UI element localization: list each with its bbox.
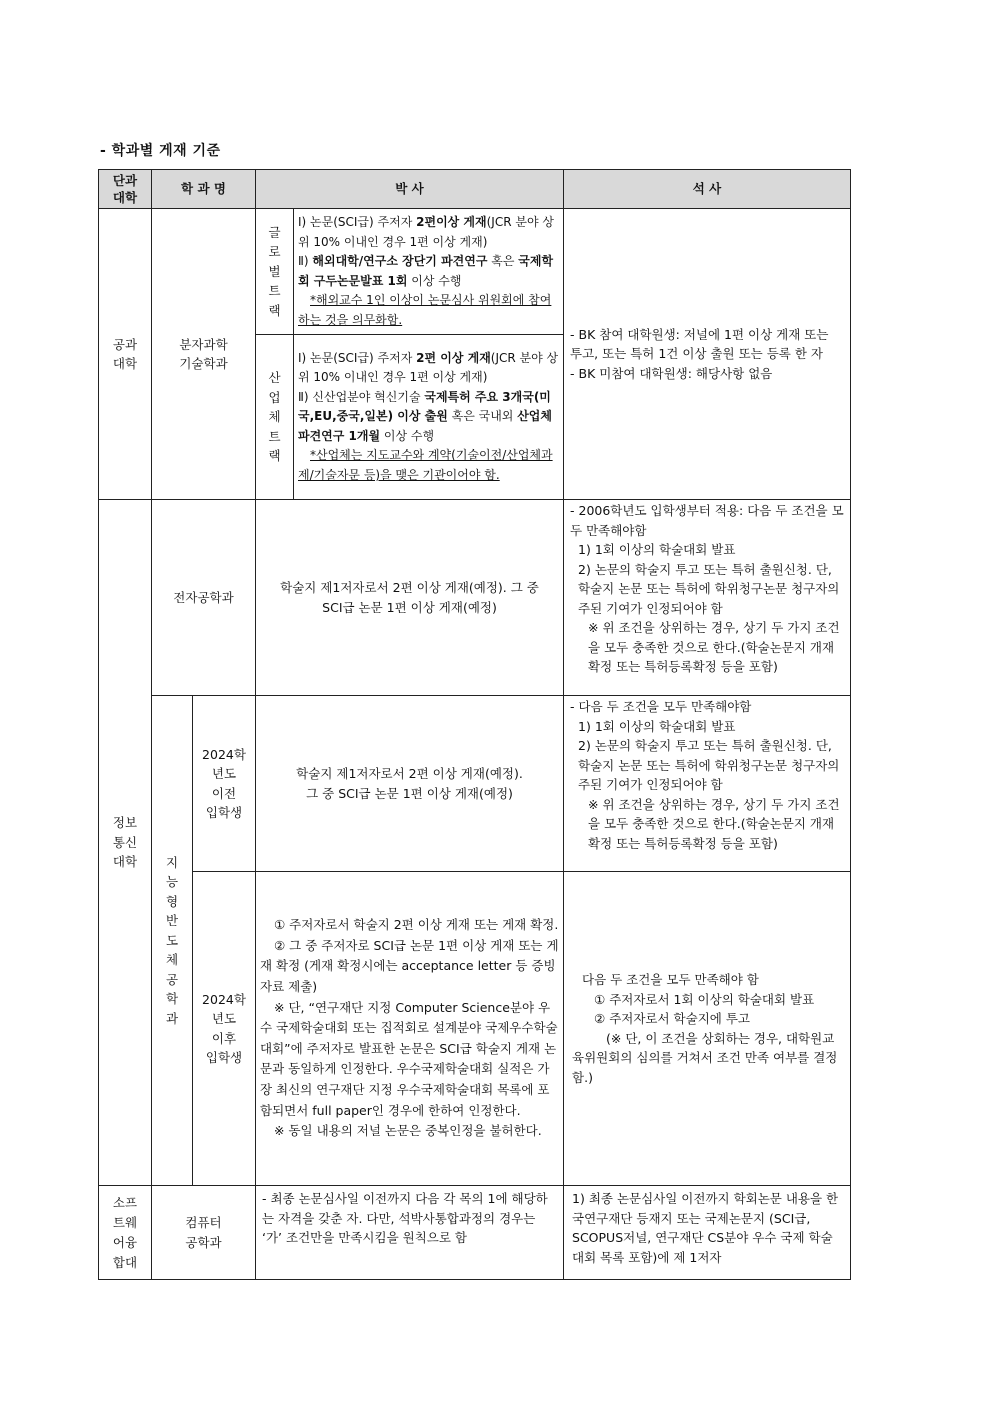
criteria-text: Ⅱ): [298, 254, 313, 268]
masters-cell: 1) 최종 논문심사일 이전까지 학회논문 내용을 한국연구재단 등재지 또는 국제논문지 (SCI급, SCOPUS저널, 연구재단 CS분야 우수 국제 학술대회 목록 포함)에 제 1저자: [564, 1186, 851, 1280]
masters-cell: [564, 500, 851, 696]
cohort-cell: 2024학 년도 이전 입학생: [193, 696, 256, 872]
criteria-emphasis: 2편 이상 게재: [416, 350, 491, 365]
criteria-note: ※ 위 조건을 상위하는 경우, 상기 두 가지 조건을 모두 충족한 것으로 한다.(학술논문지 개재확정 또는 특허등록확정 등을 포함): [588, 620, 840, 674]
criteria-text: ② 주저자로서 학술지에 투고: [594, 1011, 750, 1026]
criteria-emphasis: 해외대학/연구소 장단기 파견연구: [312, 254, 488, 268]
criteria-text: - 다음 두 조건을 모두 만족해야함: [570, 699, 752, 714]
criteria-text: 2) 논문의 학술지 투고 또는 특허 출원신청. 단, 학술지 논문 또는 특허에 학위청구논문 청구자의 주된 기여가 인정되어야 함: [578, 738, 840, 792]
criteria-text: 다음 두 조건을 모두 만족해야 함: [582, 972, 759, 987]
table-row: [99, 872, 851, 1186]
criteria-note: *해외교수 1인 이상이 논문심사 위원회에 참여하는 것을 의무화함.: [298, 293, 552, 327]
track-cell: 글 로 벌 트 랙: [256, 209, 294, 335]
phd-cell: - 최종 논문심사일 이전까지 다음 각 목의 1에 해당하는 자격을 갖춘 자. 다만, 석박사통합과정의 경우는 ‘가’ 조건만을 만족시킴을 원칙으로 함: [256, 1186, 564, 1280]
criteria-table: [98, 169, 851, 1280]
criteria-text: 1) 1회 이상의 학술대회 발표: [578, 542, 736, 557]
criteria-text: ① 주저자로서 1회 이상의 학술대회 발표: [594, 991, 815, 1007]
col-header-dept: 학 과 명: [152, 170, 256, 209]
col-header-college: 단과 대학: [99, 170, 152, 209]
criteria-emphasis: 국제학회 구두논문발표 1회: [298, 254, 554, 288]
dept-cell: 지 능 형 반 도 체 공 학 과: [152, 696, 193, 1186]
criteria-text: Ⅰ) 논문(SCI급) 주저자: [298, 215, 417, 229]
criteria-text: 이상 수행: [380, 428, 435, 443]
col-header-masters: 석 사: [564, 170, 851, 209]
global-track-criteria: [294, 209, 564, 335]
table-row: [99, 696, 851, 872]
criteria-text: 1) 1회 이상의 학술대회 발표: [578, 718, 736, 734]
criteria-text: ② 그 중 주저자로 SCI급 논문 1편 이상 게재 또는 게재 확정 (게재 확정시에는 acceptance letter 등 증빙자료 제출): [260, 937, 559, 995]
college-cell: 공과 대학: [99, 209, 152, 500]
table-row: [99, 1186, 851, 1280]
criteria-text: 이상 수행: [407, 273, 462, 288]
criteria-emphasis: 2편이상 게재: [416, 215, 487, 229]
dept-cell: 분자과학 기술학과: [152, 209, 256, 500]
criteria-note: (※ 단, 이 조건을 상회하는 경우, 대학원교육위원회의 심의를 거쳐서 조건 만족 여부를 결정함.): [572, 1030, 838, 1085]
college-cell: 소프 트웨 어융 합대: [99, 1186, 152, 1280]
criteria-text: (JCR 분야 상위 10% 이내인 경우 1편 이상 게재): [298, 215, 554, 249]
criteria-text: (JCR 분야 상위 10% 이내인 경우 1편 이상 게재): [298, 350, 559, 385]
college-cell: 정보 통신 대학: [99, 500, 152, 1186]
dept-cell: 전자공학과: [152, 500, 256, 696]
criteria-text: Ⅱ) 신산업분야 혁신기술: [298, 389, 425, 404]
dept-cell: 컴퓨터 공학과: [152, 1186, 256, 1280]
phd-cell: 학술지 제1저자로서 2편 이상 게재(예정). 그 중 SCI급 논문 1편 이상 게재(예정): [256, 696, 564, 872]
cohort-cell: 2024학 년도 이후 입학생: [193, 872, 256, 1186]
criteria-text: ① 주저자로서 학술지 2편 이상 게재 또는 게재 확정.: [274, 917, 559, 933]
criteria-text: Ⅰ) 논문(SCI급) 주저자: [298, 350, 417, 365]
criteria-text: 혹은: [487, 254, 519, 268]
masters-cell: [564, 696, 851, 872]
criteria-note: ※ 동일 내용의 저널 논문은 중복인정을 불허한다.: [274, 1123, 542, 1139]
track-cell: 산 업 체 트 랙: [256, 335, 294, 500]
col-header-phd: 박 사: [256, 170, 564, 209]
criteria-text: 혹은 국내외: [447, 409, 518, 424]
phd-cell: 학술지 제1저자로서 2편 이상 게재(예정). 그 중 SCI급 논문 1편 이상 게재(예정): [256, 500, 564, 696]
masters-cell: - BK 참여 대학원생: 저널에 1편 이상 게재 또는 투고, 또는 특허 1건 이상 출원 또는 등록 한 자 - BK 미참여 대학원생: 해당사항 없음: [564, 209, 851, 500]
phd-cell: [256, 872, 564, 1186]
table-row: [99, 500, 851, 696]
masters-cell: [564, 872, 851, 1186]
criteria-note: ※ 단, “연구재단 지정 Computer Science분야 우수 국제학술대회 또는 집적회로 설계분야 국제우수학술대회”에 주저자로 발표한 논문은 SCI급 학술지 게재 논문과 동일하게 인정한다. 우수국제학술대회 실적은 가장 최신의 연구재단 지정 우수국제학술대회 목록에 포함되면서 full paper인 경우에 한하여 인정한다.: [260, 999, 558, 1118]
criteria-note: ※ 위 조건을 상위하는 경우, 상기 두 가지 조건을 모두 충족한 것으로 한다.(학술논문지 개재확정 또는 특허등록확정 등을 포함): [588, 796, 840, 851]
industry-track-criteria: [294, 335, 564, 500]
section-heading: - 학과별 게재 기준: [100, 143, 221, 159]
criteria-note: *산업체는 지도교수와 계약(기술이전/산업체과제/기술자문 등)을 맺은 기관이어야 함.: [298, 448, 553, 482]
criteria-text: - 2006학년도 입학생부터 적용: 다음 두 조건을 모두 만족해야함: [570, 503, 844, 538]
header-row: [99, 170, 851, 209]
criteria-emphasis: 국제특허 주요 3개국(미국,EU,중국,일본) 이상 출원: [298, 389, 551, 424]
table-row: [99, 209, 851, 335]
criteria-emphasis: 산업체 파견연구 1개월: [298, 409, 552, 443]
criteria-text: 2) 논문의 학술지 투고 또는 특허 출원신청. 단, 학술지 논문 또는 특허에 학위청구논문 청구자의 주된 기여가 인정되어야 함: [578, 561, 840, 616]
